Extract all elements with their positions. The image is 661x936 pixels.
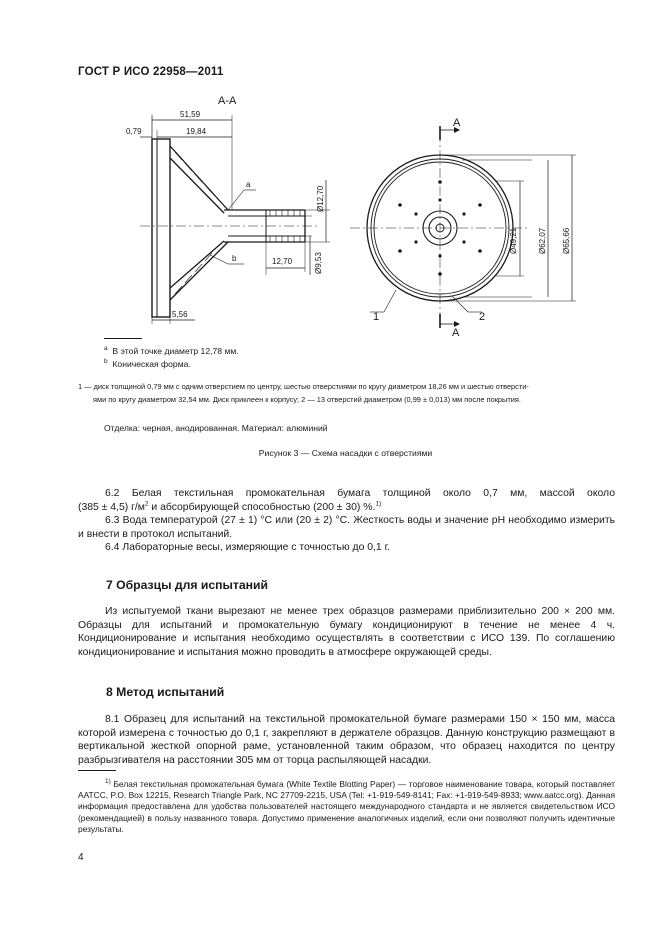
note-b: $^b$ Коническая форма.	[104, 358, 191, 369]
callout-a: a	[246, 180, 251, 189]
paragraph-6-4: 6.4 Лабораторные весы, измеряющие с точностью до 0,1 г.	[105, 542, 390, 553]
page-number: 4	[78, 852, 84, 863]
section-8-title: 8 Метод испытаний	[106, 685, 225, 699]
dim-d65-66: Ø65,66	[562, 227, 571, 254]
section-label: А-А	[218, 95, 237, 107]
document-header: ГОСТ Р ИСО 22958—2011	[78, 66, 224, 78]
legend-line-2: ями по кругу диаметром 32,54 мм. Диск приклеен к корпусу; 2 — 13 отверстий диаметром (0,99 ± 0,013) мм после покрытия.	[93, 395, 521, 404]
paragraph-6-3: 6.3 Вода температурой (27 ± 1) °С или (20 ± 2) °С. Жесткость воды и значение pH необходимо измерить и внести в протокол испытаний.	[78, 515, 615, 540]
dim-51-59: 51,59	[180, 110, 201, 119]
callout-1: 1	[373, 311, 380, 323]
callout-b: b	[232, 254, 237, 263]
note-a: $^a$ В этой точке диаметр 12,78 мм.	[104, 345, 239, 356]
section-7-title: 7 Образцы для испытаний	[106, 578, 268, 592]
paragraph-6-2: 6.2 Белая текстильная промокательная бумага толщиной около 0,7 мм, массой около (385 ± 4,5) $г/м^2$ и абсорбирующей способностью (200 ± 30) %.$^{1)}$	[78, 488, 615, 513]
dim-5-56: 5,56	[172, 310, 188, 319]
dim-19-84: 19,84	[186, 127, 207, 136]
figure-legend	[78, 380, 608, 406]
legend-line-1: 1 — диск толщиной 0,79 мм с одним отверстием по центру, шестью отверстиями по кругу диаметром 18,26 мм и шестью отверсти-	[78, 382, 529, 391]
paragraph-8-1: 8.1 Образец для испытаний на текстильной промокательной бумаге размерами 150 × 150 мм, масса которой измерена с точностью до 0,1 г, закрепляют в держателе образцов. Данную конструкцию размещают в вертикальной жесткой опорной раме, установленной таким образом, что образец находится по центру разбрызгивателя на расстоянии 305 мм от торца распыляющей насадки.	[78, 714, 615, 766]
dim-0-79: 0,79	[126, 127, 142, 136]
figure-caption: Рисунок 3 — Схема насадки с отверстиями	[258, 448, 433, 458]
footnote-separator	[78, 770, 116, 771]
disk-flange	[152, 139, 170, 317]
dim-d49-21: Ø49,21	[509, 227, 518, 254]
note-separator	[104, 338, 142, 339]
cut-label-bottom: А	[452, 327, 460, 339]
dim-d12-70: Ø12,70	[316, 185, 325, 212]
footnote: $^{1)}$ Белая текстильная промокательная бумага (White Textile Blotting Paper) — торговое наименование товара, который поставляет AATCC, P.O. Box 12215, Research Triangle Park, NC 27709-2215, USA (Tel: +1-919-549-8141; Fax: +1-919-549-8933; www.aatcc.org). Данная информация предоставлена для удобства пользователей настоящего международного стандарта и не является свидетельством ИСО (рекомендацией) в пользу названного товара. Допустимо применение аналогичных изделий, если они позволяют получить идентичные результаты.	[78, 778, 616, 834]
cut-label-top: А	[453, 117, 461, 129]
finish-note: Отделка: черная, анодированная. Материал: алюминий	[104, 423, 328, 433]
dim-12-70: 12,70	[272, 257, 293, 266]
paragraph-7: Из испытуемой ткани вырезают не менее трех образцов размерами приблизительно 200 × 200 мм. Образцы для испытаний и промокательную бумагу кондиционируют в течение не менее 4 ч. Кондиционирование и испытания необходимо осуществлять в соответствии с ИСО 139. По соглашению кондиционирование и испытания можно проводить в атмосфере окружающей среды.	[78, 606, 615, 658]
callout-2: 2	[479, 311, 486, 323]
dim-d62-07: Ø62,07	[538, 227, 547, 254]
nozzle-drawing	[0, 0, 661, 340]
dim-d9-53: Ø9,53	[314, 252, 323, 274]
